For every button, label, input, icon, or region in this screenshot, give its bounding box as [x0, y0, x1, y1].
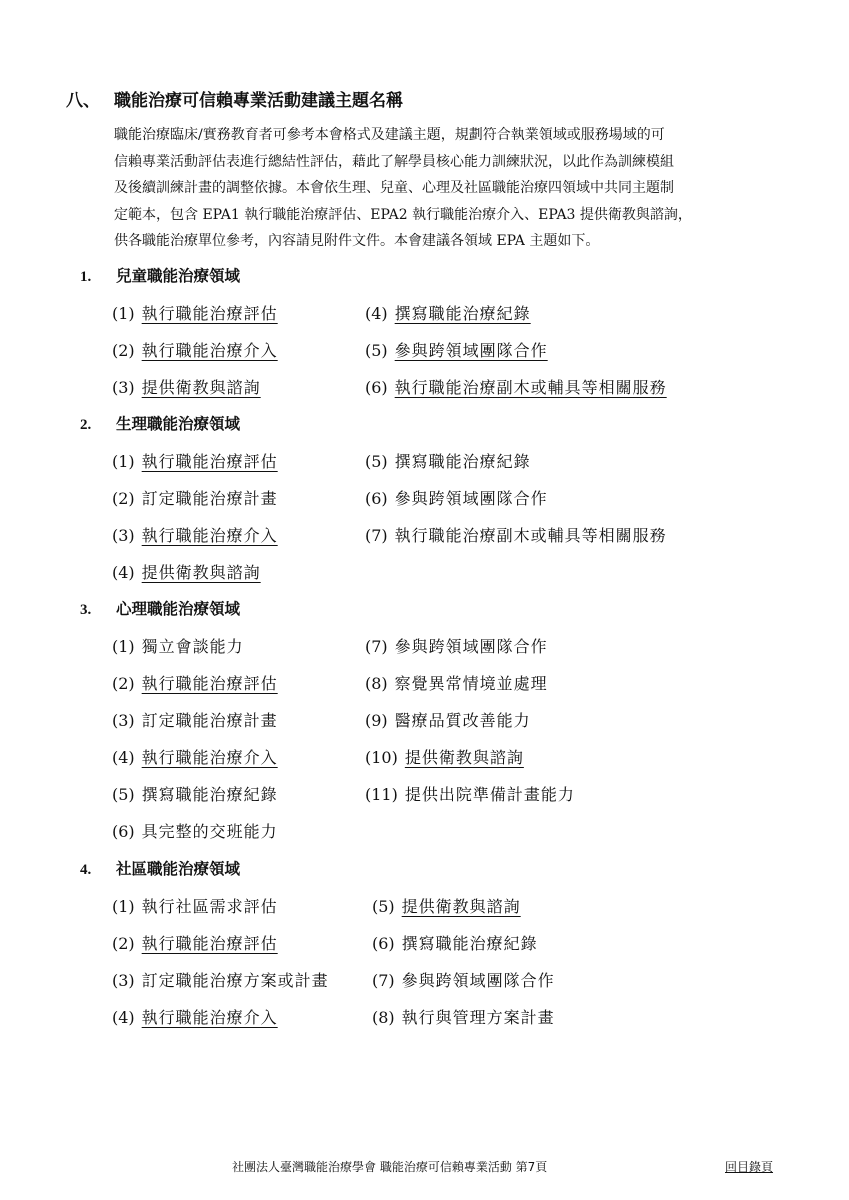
- list-item: (6) 具完整的交班能力: [112, 822, 278, 841]
- list-item: (4) 執行職能治療介入: [112, 1008, 278, 1027]
- list-item: (5) 參與跨領域團隊合作: [365, 341, 548, 360]
- intro-line: 信賴專業活動評估表進行總結性評估，藉此了解學員核心能力訓練狀況，以此作為訓練模組: [114, 153, 674, 170]
- section-heading: [66, 86, 403, 111]
- footer-text: 社團法人臺灣職能治療學會 職能治療可信賴專業活動 第7頁: [232, 1160, 548, 1174]
- section-title-physical: 2. 生理職能治療領域: [80, 415, 241, 433]
- list-item: (2) 執行職能治療評估: [112, 674, 278, 693]
- intro-line: 職能治療臨床/實務教育者可參考本會格式及建議主題，規劃符合執業領域或服務場域的可: [114, 127, 665, 143]
- list-item: (7) 執行職能治療副木或輔具等相關服務: [365, 526, 667, 545]
- intro-paragraph: [114, 122, 804, 255]
- list-item: (3) 訂定職能治療計畫: [112, 711, 278, 730]
- section-title-pediatric: 1. 兒童職能治療領域: [80, 267, 241, 285]
- heading-title: 職能治療可信賴專業活動建議主題名稱: [114, 91, 403, 111]
- list-item: (1) 執行社區需求評估: [112, 897, 278, 916]
- intro-line: 定範本，包含 EPA1 執行職能治療評估、EPA2 執行職能治療介入、EPA3 提供衛教與諮詢，: [114, 206, 692, 223]
- list-item: (2) 執行職能治療介入: [112, 341, 278, 360]
- section-title-psychiatric: 3. 心理職能治療領域: [80, 600, 241, 618]
- list-item: (6) 撰寫職能治療紀錄: [372, 934, 538, 953]
- intro-line: 及後續訓練計畫的調整依據。本會依生理、兒童、心理及社區職能治療四領域中共同主題制: [114, 180, 674, 196]
- list-item: (5) 提供衛教與諮詢: [372, 897, 521, 916]
- list-item: (6) 參與跨領域團隊合作: [365, 489, 548, 508]
- list-item: (2) 執行職能治療評估: [112, 934, 278, 953]
- list-item: (10) 提供衛教與諮詢: [365, 748, 524, 767]
- list-item: (5) 撰寫職能治療紀錄: [365, 452, 531, 471]
- list-item: (2) 訂定職能治療計畫: [112, 489, 278, 508]
- list-item: (7) 參與跨領域團隊合作: [372, 971, 555, 990]
- list-item: (4) 撰寫職能治療紀錄: [365, 304, 531, 323]
- list-item: (9) 醫療品質改善能力: [365, 711, 531, 730]
- list-item: (1) 獨立會談能力: [112, 637, 244, 656]
- list-item: (3) 訂定職能治療方案或計畫: [112, 971, 329, 990]
- list-item: (8) 察覺異常情境並處理: [365, 674, 548, 693]
- list-item: (1) 執行職能治療評估: [112, 304, 278, 323]
- list-item: (6) 執行職能治療副木或輔具等相關服務: [365, 378, 667, 397]
- list-item: (5) 撰寫職能治療紀錄: [112, 785, 278, 804]
- list-item: (4) 提供衛教與諮詢: [112, 563, 261, 582]
- list-item: (3) 提供衛教與諮詢: [112, 378, 261, 397]
- list-item: (3) 執行職能治療介入: [112, 526, 278, 545]
- back-to-toc-link[interactable]: 回目錄頁: [725, 1160, 774, 1174]
- section-title-community: 4. 社區職能治療領域: [80, 860, 241, 878]
- list-item: (4) 執行職能治療介入: [112, 748, 278, 767]
- intro-line: 供各職能治療單位參考，內容請見附件文件。本會建議各領域 EPA 主題如下。: [114, 233, 600, 249]
- list-item: (1) 執行職能治療評估: [112, 452, 278, 471]
- list-item: (8) 執行與管理方案計畫: [372, 1008, 555, 1027]
- list-item: (7) 參與跨領域團隊合作: [365, 637, 548, 656]
- heading-number: 八、: [66, 91, 100, 111]
- list-item: (11) 提供出院準備計畫能力: [365, 785, 575, 804]
